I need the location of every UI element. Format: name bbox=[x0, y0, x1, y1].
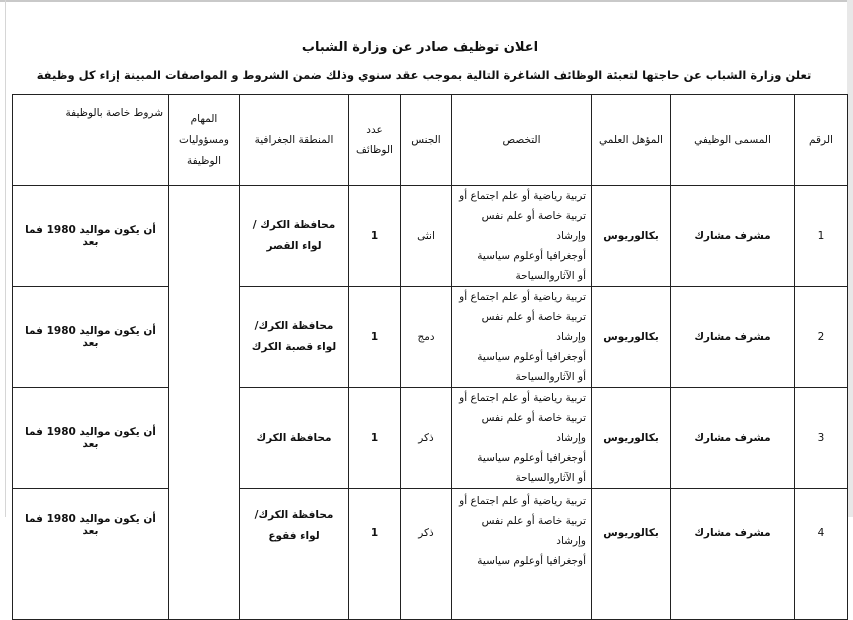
cell-specialization bbox=[452, 388, 592, 489]
cell-specialization bbox=[452, 186, 592, 287]
cell-job-title: مشرف مشارك bbox=[671, 489, 795, 620]
header-tasks-line1: المهام bbox=[190, 112, 218, 125]
cell-qualification: بكالوريوس bbox=[592, 388, 671, 489]
cell-job-count: 1 bbox=[349, 287, 401, 388]
region-line: محافظة الكرك/ bbox=[254, 509, 334, 521]
spec-line: تربية خاصة أو علم نفس وإرشاد bbox=[481, 311, 586, 343]
announcement-subtitle: تعلن وزارة الشباب عن حاجتها لتعبئة الوظائف الشاغرة التالية بموجب عقد سنوي وذلك ضمن الشروط و المواصفات المبينة إزاء كل وظيفة bbox=[36, 68, 812, 82]
header-number: الرقم bbox=[795, 95, 848, 186]
header-qualification: المؤهل العلمي bbox=[592, 95, 671, 186]
jobs-table bbox=[12, 94, 848, 620]
header-tasks bbox=[169, 95, 240, 186]
spec-line: تربية رياضية أو علم اجتماع أو bbox=[459, 495, 586, 507]
table-row bbox=[13, 388, 848, 489]
region-line: محافظة الكرك / bbox=[252, 219, 336, 231]
cell-region bbox=[240, 489, 349, 620]
table-row bbox=[13, 287, 848, 388]
cell-job-title: مشرف مشارك bbox=[671, 186, 795, 287]
spec-line: تربية خاصة أو علم نفس وإرشاد bbox=[481, 412, 586, 444]
page-border-left bbox=[5, 0, 6, 517]
cell-gender: انثى bbox=[401, 186, 452, 287]
spec-line: تربية رياضية أو علم اجتماع أو bbox=[459, 392, 586, 404]
header-region: المنطقة الجغرافية bbox=[240, 95, 349, 186]
region-line: لواء فقوع bbox=[268, 530, 320, 542]
region-line: لواء قصبة الكرك bbox=[251, 341, 337, 353]
header-tasks-line2: ومسؤوليات bbox=[178, 133, 229, 146]
cell-region bbox=[240, 186, 349, 287]
cell-job-title: مشرف مشارك bbox=[671, 287, 795, 388]
header-gender: الجنس bbox=[401, 95, 452, 186]
header-tasks-line3: الوظيفة bbox=[186, 154, 221, 167]
cell-gender: ذكر bbox=[401, 388, 452, 489]
cell-conditions: أن يكون مواليد 1980 فما بعد bbox=[13, 287, 169, 388]
announcement-title: اعلان توظيف صادر عن وزارة الشباب bbox=[301, 40, 539, 55]
cell-number: 2 bbox=[795, 287, 848, 388]
cell-gender: دمج bbox=[401, 287, 452, 388]
spec-line: أوجغرافيا أوعلوم سياسية bbox=[477, 555, 586, 567]
table-row bbox=[13, 489, 848, 620]
cell-number: 4 bbox=[795, 489, 848, 620]
header-conditions: شروط خاصة بالوظيفة bbox=[13, 95, 169, 186]
cell-job-title: مشرف مشارك bbox=[671, 388, 795, 489]
cell-job-count: 1 bbox=[349, 388, 401, 489]
region-line: محافظة الكرك/ bbox=[254, 320, 334, 332]
header-job-count-line2: الوظائف bbox=[356, 144, 393, 156]
cell-conditions: أن يكون مواليد 1980 فما بعد bbox=[13, 489, 169, 620]
table-row bbox=[13, 186, 848, 287]
cell-conditions: أن يكون مواليد 1980 فما بعد bbox=[13, 388, 169, 489]
spec-line: أو الآثاروالسياحة bbox=[515, 472, 586, 484]
spec-line: تربية خاصة أو علم نفس وإرشاد bbox=[481, 210, 586, 242]
cell-number: 3 bbox=[795, 388, 848, 489]
header-job-title: المسمى الوظيفي bbox=[671, 95, 795, 186]
region-line: محافظة الكرك bbox=[256, 431, 332, 444]
cell-specialization bbox=[452, 489, 592, 620]
cell-qualification: بكالوريوس bbox=[592, 489, 671, 620]
cell-job-count: 1 bbox=[349, 489, 401, 620]
header-job-count-line1: عدد bbox=[366, 124, 383, 136]
cell-specialization bbox=[452, 287, 592, 388]
cell-qualification: بكالوريوس bbox=[592, 287, 671, 388]
header-specialization: التخصص bbox=[452, 95, 592, 186]
spec-line: تربية رياضية أو علم اجتماع أو bbox=[459, 291, 586, 303]
cell-region bbox=[240, 287, 349, 388]
spec-line: أوجغرافيا أوعلوم سياسية bbox=[477, 452, 586, 464]
page-border-top bbox=[0, 0, 853, 2]
cell-qualification: بكالوريوس bbox=[592, 186, 671, 287]
region-line: لواء القصر bbox=[266, 240, 322, 252]
spec-line: تربية رياضية أو علم اجتماع أو bbox=[459, 190, 586, 202]
cell-tasks-merged bbox=[169, 186, 240, 620]
spec-line: تربية خاصة أو علم نفس وإرشاد bbox=[481, 515, 586, 547]
cell-region bbox=[240, 388, 349, 489]
spec-line: أو الآثاروالسياحة bbox=[515, 371, 586, 383]
spec-line: أو الآثاروالسياحة bbox=[515, 270, 586, 282]
cell-job-count: 1 bbox=[349, 186, 401, 287]
spec-line: أوجغرافيا أوعلوم سياسية bbox=[477, 250, 586, 262]
header-job-count bbox=[349, 95, 401, 186]
table-header-row bbox=[13, 95, 848, 186]
cell-number: 1 bbox=[795, 186, 848, 287]
cell-conditions: أن يكون مواليد 1980 فما بعد bbox=[13, 186, 169, 287]
cell-gender: ذكر bbox=[401, 489, 452, 620]
spec-line: أوجغرافيا أوعلوم سياسية bbox=[477, 351, 586, 363]
